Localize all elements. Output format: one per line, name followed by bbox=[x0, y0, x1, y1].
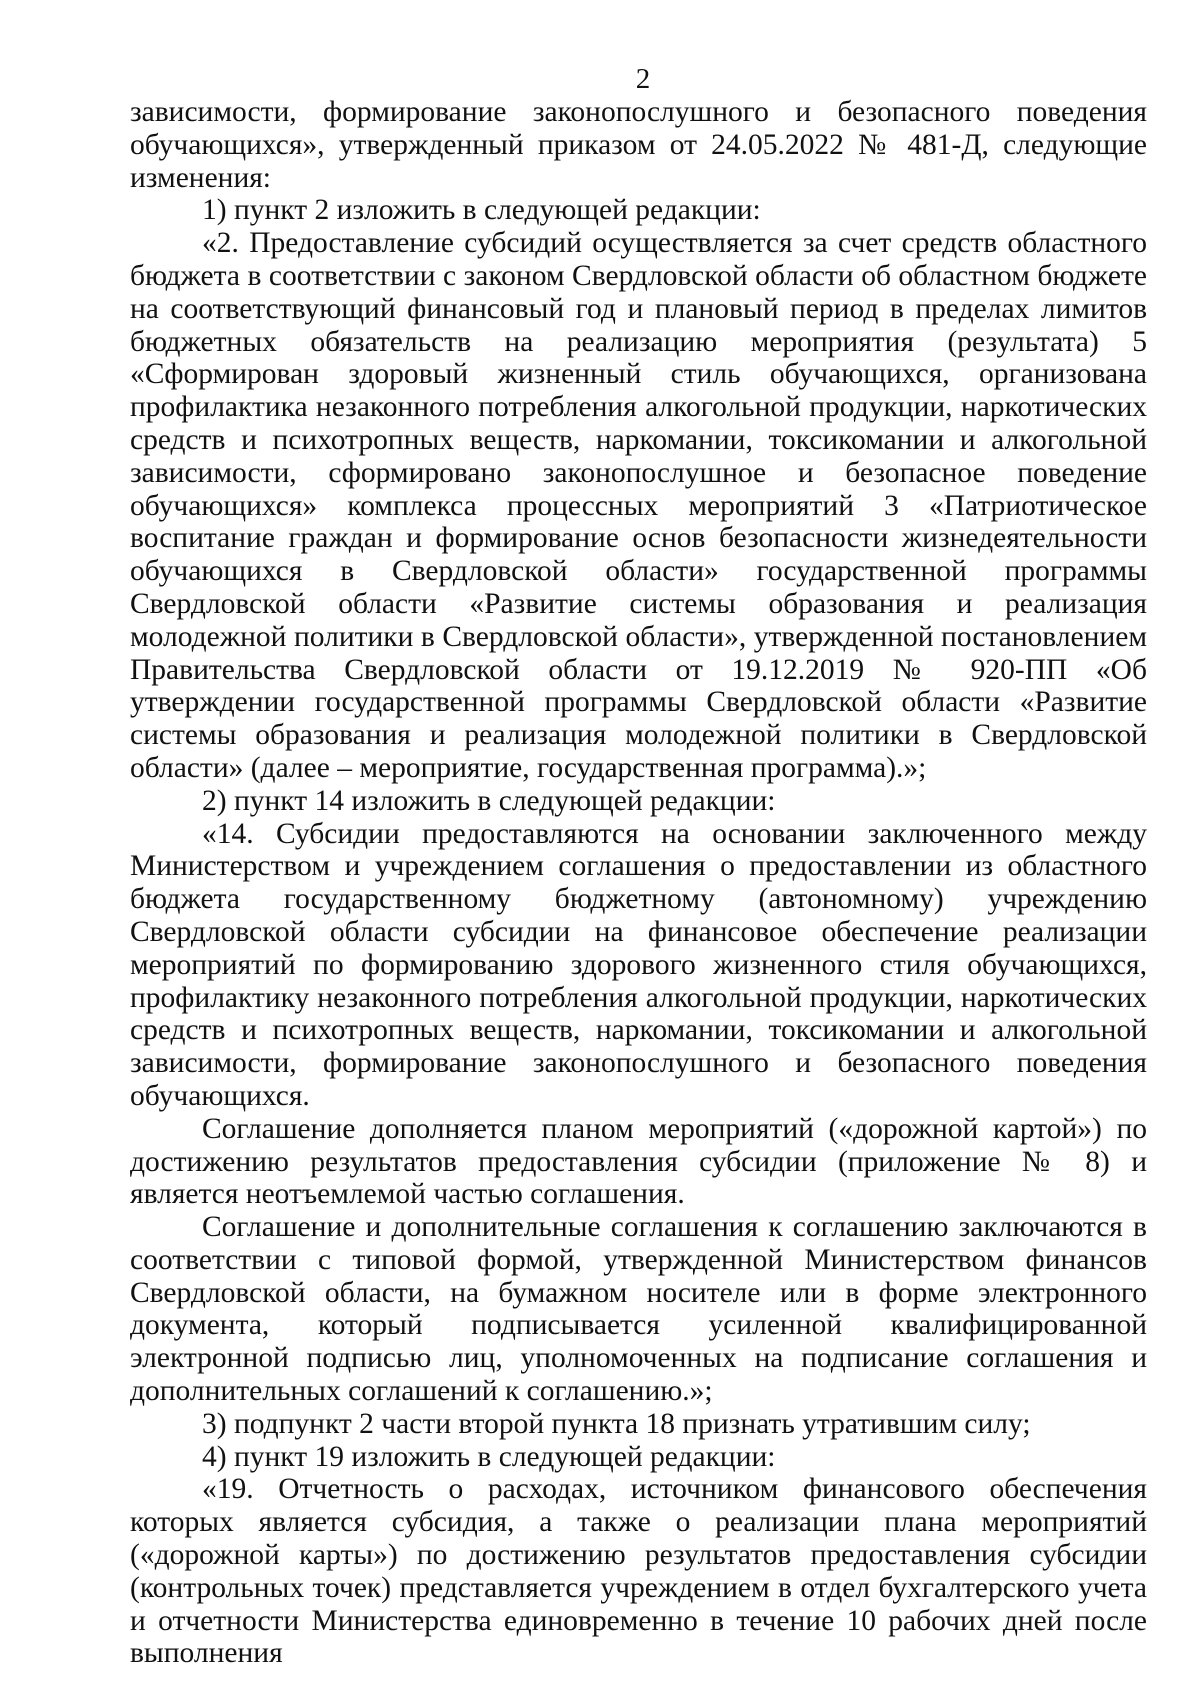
paragraph-clause-2: «2. Предоставление субсидий осуществляется за счет средств областного бюджета в соответствии с законом Свердловской области об областном бюджете на соответствующий финансовый год и плановый период в пределах лимитов бюджетных обязательств на реализацию мероприятия (результата) 5 «Сформирован здоровый жизненный стиль обучающихся, организована профилактика незаконного потребления алкогольной продукции, наркотических средств и психотропных веществ, наркомании, токсикомании и алкогольной зависимости, сформировано законопослушное и безопасное поведение обучающихся» комплекса процессных мероприятий 3 «Патриотическое воспитание граждан и формирование основ безопасности жизнедеятельности обучающихся в Свердловской области» государственной программы Свердловской области «Развитие системы образования и реализация молодежной политики в Свердловской области», утвержденной постановлением Правительства Свердловской области от 19.12.2019 № 920-ПП «Об утверждении государственной программы Свердловской области «Развитие системы образования и реализация молодежной политики в Свердловской области» (далее – мероприятие, государственная программа).»; bbox=[130, 227, 1147, 784]
paragraph-intro: зависимости, формирование законопослушного и безопасного поведения обучающихся», утвержденный приказом от 24.05.2022 № 481-Д, следующие изменения: bbox=[130, 96, 1147, 194]
paragraph-item-1: 1) пункт 2 изложить в следующей редакции: bbox=[202, 194, 761, 227]
paragraph-item-3: 3) подпункт 2 части второй пункта 18 признать утратившим силу; bbox=[202, 1407, 1031, 1440]
paragraph-agreement-form: Соглашение и дополнительные соглашения к соглашению заключаются в соответствии с типовой формой, утвержденной Министерством финансов Свердловской области, на бумажном носителе или в форме электронного документа, который подписывается усиленной квалифицированной электронной подписью лиц, уполномоченных на подписание соглашения и дополнительных соглашений к соглашению.»; bbox=[130, 1211, 1147, 1408]
paragraph-agreement-plan: Соглашение дополняется планом мероприятий («дорожной картой») по достижению результатов предоставления субсидии (приложение № 8) и является неотъемлемой частью соглашения. bbox=[130, 1112, 1147, 1211]
paragraph-clause-19: «19. Отчетность о расходах, источником финансового обеспечения которых является субсидия, а также о реализации плана мероприятий («дорожной карты») по достижению результатов предоставления субсидии (контрольных точек) представляется учреждением в отдел бухгалтерского учета и отчетности Министерства единовременно в течение 10 рабочих дней после выполнения bbox=[130, 1473, 1147, 1670]
paragraph-item-2: 2) пункт 14 изложить в следующей редакции: bbox=[202, 784, 776, 817]
paragraph-item-4: 4) пункт 19 изложить в следующей редакции: bbox=[202, 1440, 776, 1473]
document-body bbox=[130, 96, 1147, 1670]
paragraph-clause-14: «14. Субсидии предоставляются на основании заключенного между Министерством и учреждением соглашения о предоставлении из областного бюджета государственному бюджетному (автономному) учреждению Свердловской области субсидии на финансовое обеспечение реализации мероприятий по формированию здорового жизненного стиля обучающихся, профилактику незаконного потребления алкогольной продукции, наркотических средств и психотропных веществ, наркомании, токсикомании и алкогольной зависимости, формирование законопослушного и безопасного поведения обучающихся. bbox=[130, 817, 1147, 1112]
page-number: 2 bbox=[635, 63, 651, 95]
